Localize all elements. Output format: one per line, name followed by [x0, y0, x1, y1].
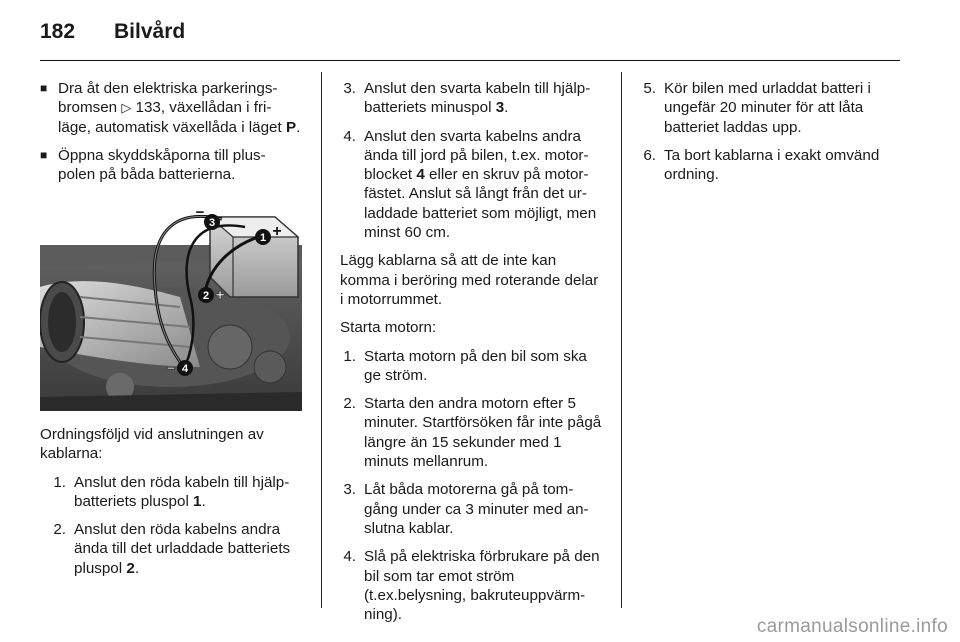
list-item: [40, 473, 302, 512]
step-number: 1.: [53, 473, 66, 491]
step-number: 4.: [343, 127, 356, 145]
svg-text:4: 4: [181, 363, 189, 375]
list-item: [40, 146, 302, 185]
list-item: [340, 480, 603, 538]
list-item: [340, 79, 603, 118]
svg-text:−: −: [166, 360, 176, 377]
bullet-mark: ■: [40, 147, 48, 162]
figure-caption: Ordningsföljd vid anslutningen av kablarna:: [40, 426, 264, 463]
step-text: Ta bort kablarna i exakt omvänd ordning.: [664, 146, 880, 184]
svg-text:3: 3: [208, 217, 216, 229]
bullet-text: Dra åt den elektriska parkerings-bromsen: [58, 80, 278, 117]
paragraph-cables: Lägg kablarna så att de inte kan komma i beröring med roterande delar i motorrummet.: [340, 252, 599, 308]
column-3: [640, 79, 895, 193]
jump-start-illustration: [40, 197, 302, 411]
svg-text:1: 1: [259, 232, 267, 244]
step-text: Anslut den röda kabeln till hjälp-batteriets pluspol: [74, 473, 290, 510]
step-ref: 4: [416, 166, 425, 184]
paragraph-start-engine: Starta motorn:: [340, 319, 437, 337]
svg-text:−: −: [195, 204, 205, 221]
column-divider-2: [621, 72, 622, 608]
column-1: [40, 79, 302, 193]
list-item: [40, 79, 302, 137]
list-item: [640, 146, 895, 185]
list-item: [340, 394, 603, 471]
svg-text:+: +: [215, 287, 225, 304]
step-ref: 2: [126, 559, 135, 577]
svg-text:2: 2: [202, 290, 210, 302]
list-item: [340, 127, 603, 243]
step-text: Slå på elektriska förbrukare på den bil som tar emot ström (t.ex.belysning, bakruteuppvärm-ning).: [364, 548, 600, 624]
step-number: 3.: [343, 80, 356, 97]
step-text: Starta den andra motorn efter 5 minuter. Startförsöken får inte pågå längre än 15 sekunder med 1 minuts mellanrum.: [364, 395, 602, 471]
step-text: Anslut den röda kabelns andra ända till det urladdade batteriets pluspol: [74, 521, 291, 577]
svg-text:+: +: [272, 223, 282, 240]
column-2: [340, 79, 603, 633]
step-number: 4.: [343, 548, 356, 566]
step-end: .: [504, 99, 509, 117]
list-item: [340, 547, 603, 624]
step-end: eller en skruv på motor-fästet. Anslut så långt från det ur-laddade batteriet som möjligt, men minst 60 cm.: [364, 166, 597, 242]
gear-position: P: [285, 118, 297, 136]
step-number: 1.: [343, 347, 356, 365]
bullet-text-end: .: [296, 118, 301, 136]
list-item: [40, 520, 302, 578]
step-ref: 1: [193, 492, 202, 510]
step-text: Starta motorn på den bil som ska ge ström.: [364, 347, 587, 384]
list-item: [340, 347, 603, 386]
step-end: .: [201, 492, 206, 510]
step-number: 3.: [343, 481, 356, 499]
step-number: 2.: [343, 395, 356, 413]
bullet-text-cont: 133, växellådan i fri-läge, automatisk växellåda i läget: [58, 99, 286, 136]
step-text: Kör bilen med urladdat batteri i ungefär 20 minuter för att låta batteriet laddas upp.: [664, 80, 871, 136]
step-end: .: [134, 559, 140, 577]
header-rule: [40, 60, 900, 61]
list-item: [640, 79, 895, 137]
step-text: Anslut den svarta kabeln till hjälp-batteriets minuspol: [364, 80, 591, 117]
page-reference-icon: ▷: [121, 100, 132, 116]
watermark: carmanualsonline.info: [756, 616, 948, 637]
bullet-mark: ■: [40, 81, 48, 95]
step-ref: 3: [495, 99, 505, 117]
step-text: Anslut den svarta kabelns andra ända till jord på bilen, t.ex. motor-blocket: [364, 127, 589, 184]
step-number: 5.: [643, 80, 656, 97]
step-number: 6.: [643, 146, 656, 164]
section-title: Bilvård: [114, 20, 186, 43]
page-header: [40, 20, 185, 48]
bullet-text: Öppna skyddskåporna till plus-polen på båda batterierna.: [58, 146, 266, 184]
column-1-lower: [40, 425, 302, 587]
column-divider-1: [321, 72, 322, 608]
step-number: 2.: [53, 521, 66, 539]
page-number: 182: [40, 20, 76, 43]
step-text: Låt båda motorerna gå på tom-gång under ca 3 minuter med an-slutna kablar.: [364, 481, 589, 537]
